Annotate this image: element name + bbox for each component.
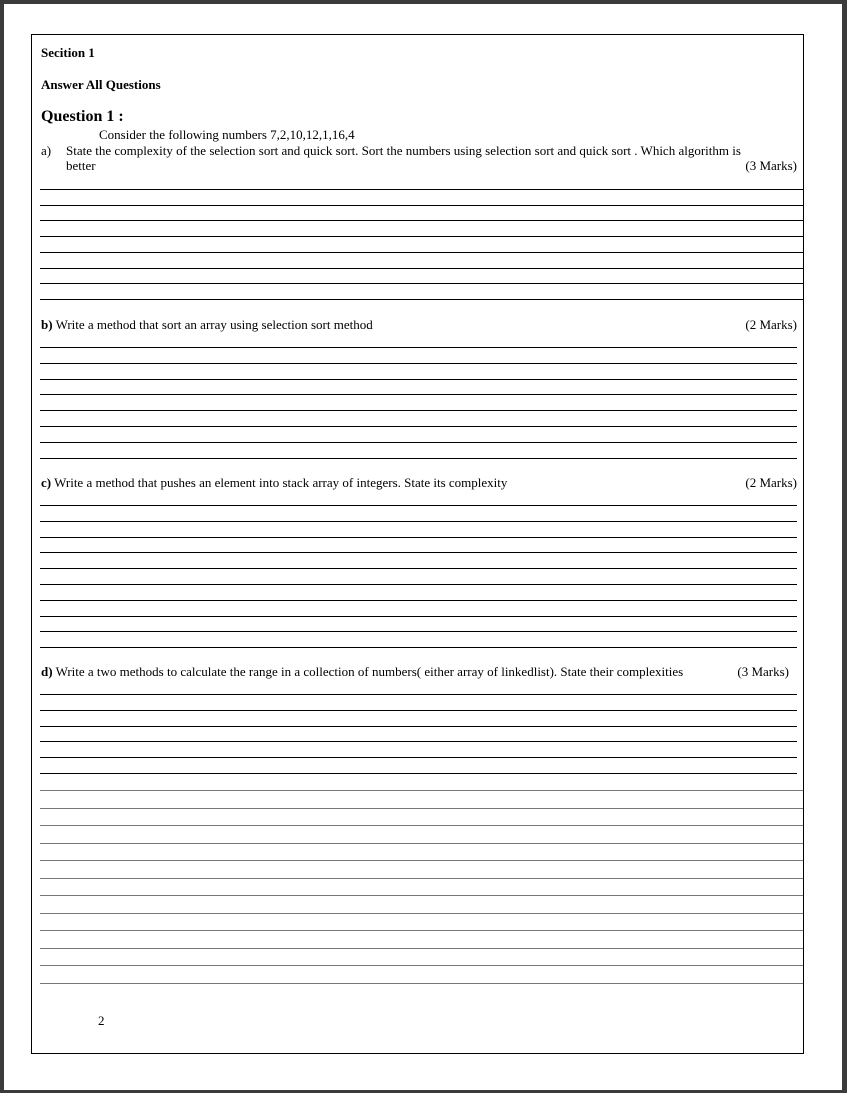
part-d-label: d): [41, 664, 53, 679]
part-c-question: [41, 475, 507, 490]
answer-line: [40, 808, 803, 809]
answer-line: [40, 647, 797, 648]
part-d-question: [41, 664, 683, 679]
answer-line: [40, 694, 797, 695]
part-d-text: Write a two methods to calculate the range in a collection of numbers( either array of linkedlist). State their complexities: [55, 664, 684, 679]
question-intro: Consider the following numbers 7,2,10,12,1,16,4: [99, 127, 355, 142]
part-b-marks: (2 Marks): [745, 317, 797, 332]
answer-line: [40, 442, 797, 443]
part-c-label: c): [41, 475, 52, 490]
answer-line: [40, 299, 803, 300]
part-a-text-line1: State the complexity of the selection sort and quick sort. Sort the numbers using selection sort and quick sort . Which algorithm is: [66, 143, 741, 158]
answer-line: [40, 895, 803, 896]
answer-line: [40, 458, 797, 459]
answer-line: [40, 220, 803, 221]
answer-line: [40, 347, 797, 348]
section-title: Secition 1: [41, 45, 95, 60]
answer-line: [40, 965, 803, 966]
answer-line: [40, 537, 797, 538]
answer-line: [40, 568, 797, 569]
answer-line: [40, 252, 803, 253]
answer-line: [40, 268, 803, 269]
answer-line: [40, 600, 797, 601]
answer-line: [40, 283, 803, 284]
answer-line: [40, 843, 803, 844]
answer-line: [40, 236, 803, 237]
answer-line: [40, 394, 797, 395]
part-a-marks: (3 Marks): [745, 158, 797, 173]
answer-line: [40, 948, 803, 949]
answer-line: [40, 930, 803, 931]
answer-line: [40, 860, 803, 861]
answer-line: [40, 710, 797, 711]
page-border: [31, 34, 804, 1054]
part-a-label: a): [41, 143, 52, 158]
part-c-marks: (2 Marks): [745, 475, 797, 490]
part-b-label: b): [41, 317, 53, 332]
answer-line: [40, 379, 797, 380]
answer-line: [40, 825, 803, 826]
answer-line: [40, 410, 797, 411]
answer-line: [40, 631, 797, 632]
answer-line: [40, 790, 803, 791]
answer-line: [40, 363, 797, 364]
answer-line: [40, 521, 797, 522]
answer-line: [40, 773, 797, 774]
answer-line: [40, 189, 803, 190]
answer-line: [40, 741, 797, 742]
part-c-text: Write a method that pushes an element into stack array of integers. State its complexity: [54, 475, 508, 490]
answer-line: [40, 983, 803, 984]
part-b-question: [41, 317, 373, 332]
answer-line: [40, 616, 797, 617]
question-title: Question 1 :: [41, 108, 124, 125]
answer-line: [40, 505, 797, 506]
answer-line: [40, 205, 803, 206]
answer-line: [40, 584, 797, 585]
answer-line: [40, 726, 797, 727]
answer-line: [40, 552, 797, 553]
part-d-marks: (3 Marks): [737, 664, 789, 679]
answer-line: [40, 878, 803, 879]
answer-line: [40, 913, 803, 914]
page-number: 2: [98, 1013, 105, 1028]
part-b-text: Write a method that sort an array using selection sort method: [55, 317, 373, 332]
part-a-text-line2: better: [66, 158, 96, 173]
answer-line: [40, 757, 797, 758]
answer-line: [40, 426, 797, 427]
instruction-text: Answer All Questions: [41, 77, 161, 92]
